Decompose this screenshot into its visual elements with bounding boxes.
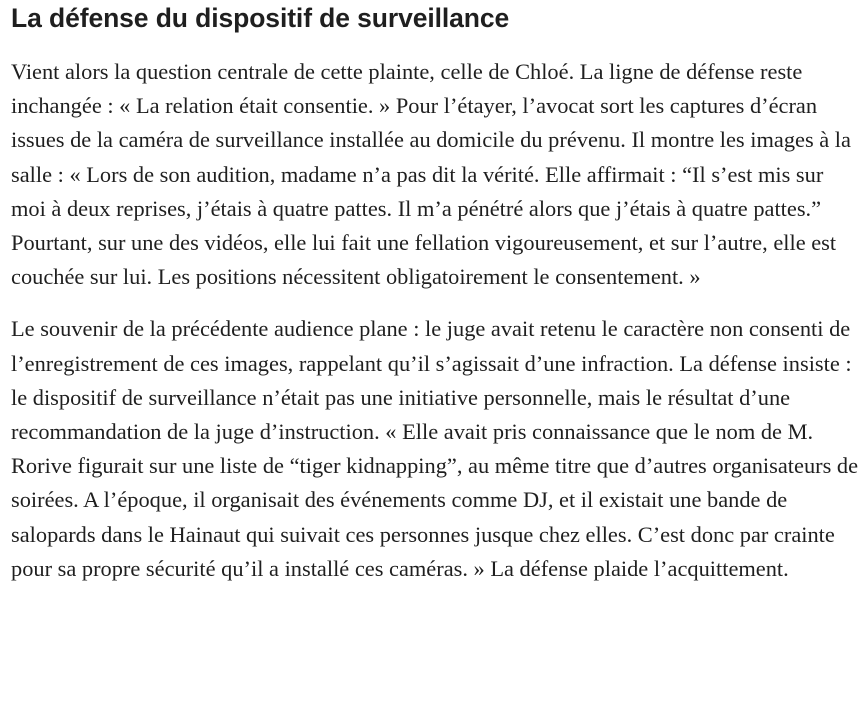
article-paragraph-2: Le souvenir de la précédente audience plane : le juge avait retenu le caractère non consenti de l’enregistrement de ces images, rappelant qu’il s’agissait d’une infraction. La défense insiste : le dispositif de surveillance n’était pas une initiative personnelle, mais le résultat d’une recommandation de la juge d’instruction. « Elle avait pris connaissance que le nom de M. Rorive figurait sur une liste de “tiger kidnapping”, au même titre que d’autres organisateurs de soirées. A l’époque, il organisait des événements comme DJ, et il existait une bande de salopards dans le Hainaut qui suivait ces personnes jusque chez elles. C’est donc par crainte pour sa propre sécurité qu’il a installé ces caméras. » La défense plaide l’acquittement. <box>11 316 859 581</box>
section-heading: La défense du dispositif de surveillance <box>11 3 510 33</box>
article-body <box>11 0 861 586</box>
article-paragraph-1: Vient alors la question centrale de cette plainte, celle de Chloé. La ligne de défense reste inchangée : « La relation était consentie. » Pour l’étayer, l’avocat sort les captures d’écran issues de la caméra de surveillance installée au domicile du prévenu. Il montre les images à la salle : « Lors de son audition, madame n’a pas dit la vérité. Elle affirmait : “Il s’est mis sur moi à deux reprises, j’étais à quatre pattes. Il m’a pénétré alors que j’étais à quatre pattes.” Pourtant, sur une des vidéos, elle lui fait une fellation vigoureusement, et sur l’autre, elle est couchée sur lui. Les positions nécessitent obligatoirement le consentement. » <box>11 59 851 290</box>
